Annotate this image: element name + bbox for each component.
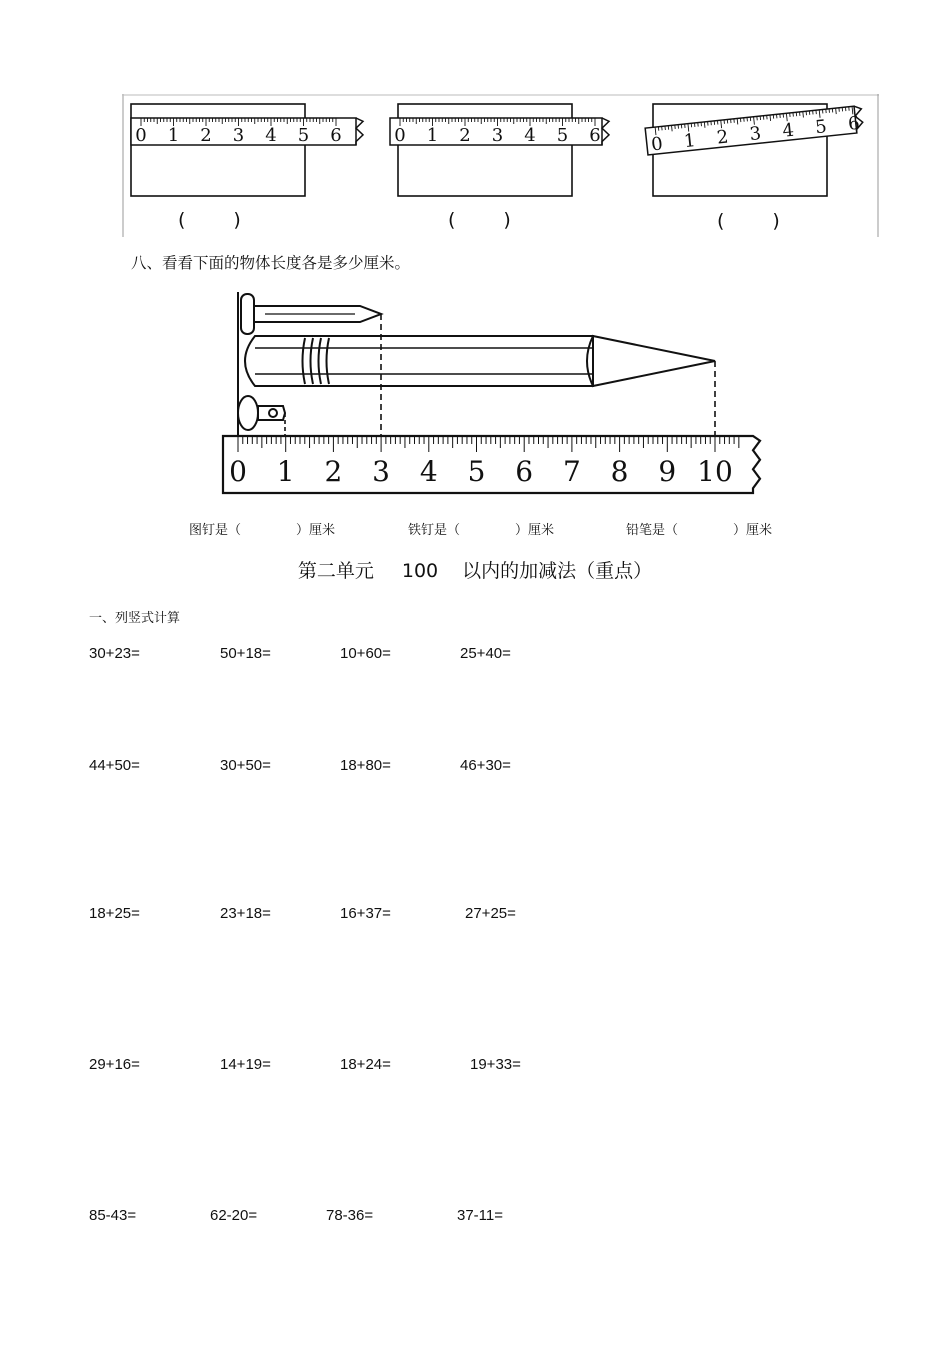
answer-blank-1[interactable] [178, 209, 241, 231]
ruler-number-10: 10 [697, 455, 733, 488]
ruler-number-6: 6 [847, 112, 861, 135]
question-8-title: 八、看看下面的物体长度各是多少厘米。 [131, 254, 411, 272]
answer-iron-nail[interactable] [408, 519, 554, 538]
ruler-number-3: 3 [372, 455, 391, 488]
ruler-number-0: 0 [394, 125, 406, 146]
ruler-number-2: 2 [459, 125, 471, 146]
problem: 78-36= [326, 1207, 374, 1224]
problem: 30+50= [220, 757, 271, 774]
ruler-number-2: 2 [715, 126, 730, 149]
ruler-number-9: 9 [658, 455, 677, 488]
ruler-number-4: 4 [265, 125, 277, 146]
ruler-2 [390, 118, 609, 146]
ruler-1 [131, 118, 363, 146]
ruler-number-5: 5 [467, 455, 486, 488]
ruler-number-1: 1 [167, 125, 180, 146]
ruler-number-3: 3 [491, 125, 504, 146]
ruler-number-3: 3 [232, 125, 245, 146]
open-paren: ( [717, 210, 725, 232]
unit-title-number: 100 [401, 560, 439, 582]
ruler-number-7: 7 [562, 455, 581, 488]
problem: 25+40= [460, 645, 511, 662]
ruler-number-0: 0 [229, 455, 247, 488]
ruler-figure-2 [390, 104, 609, 196]
ruler-number-0: 0 [650, 133, 664, 156]
pencil-label: 铅笔是（ [626, 523, 679, 538]
answer-pencil[interactable] [626, 519, 772, 538]
problem: 37-11= [457, 1207, 504, 1224]
ruler-number-0: 0 [135, 125, 147, 146]
answer-thumbtack[interactable] [189, 519, 335, 538]
iron-nail-image [241, 294, 381, 334]
ruler-number-8: 8 [610, 455, 629, 488]
answer-blank-3[interactable] [717, 210, 780, 232]
ruler-number-6: 6 [589, 125, 601, 146]
problem: 18+24= [340, 1056, 391, 1073]
ruler-number-4: 4 [781, 119, 796, 142]
problem: 62-20= [210, 1207, 258, 1224]
unit-cm: ）厘米 [515, 523, 555, 538]
ruler-number-5: 5 [297, 125, 310, 146]
ruler-number-3: 3 [748, 123, 763, 146]
problem: 44+50= [89, 757, 140, 774]
ruler-number-5: 5 [556, 125, 569, 146]
ruler-number-1: 1 [276, 455, 295, 488]
ruler-number-1: 1 [682, 129, 697, 153]
open-paren: ( [178, 209, 186, 231]
ruler-number-4: 4 [524, 125, 536, 146]
thumbtack-label: 图钉是（ [189, 523, 242, 538]
ruler-number-6: 6 [330, 125, 342, 146]
close-paren: ) [503, 209, 511, 231]
close-paren: ) [772, 210, 780, 232]
iron-nail-label: 铁钉是（ [408, 523, 461, 538]
problem: 18+80= [340, 757, 391, 774]
problem: 85-43= [89, 1207, 137, 1224]
centimeter-ruler [223, 436, 760, 493]
ruler-number-2: 2 [324, 455, 343, 488]
ruler-figure-1 [131, 104, 363, 196]
unit-title [0, 556, 950, 583]
ruler-number-1: 1 [426, 125, 439, 146]
unit-title-part2: 以内的加减法（重点） [462, 560, 653, 582]
measurement-figure [215, 286, 765, 502]
section-1-title: 一、列竖式计算 [89, 611, 181, 626]
problem: 46+30= [460, 757, 511, 774]
problem: 10+60= [340, 645, 391, 662]
ruler-number-5: 5 [814, 116, 828, 139]
problem: 19+33= [470, 1056, 521, 1073]
problem: 30+23= [89, 645, 140, 662]
problem: 27+25= [465, 905, 516, 922]
ruler-number-4: 4 [419, 455, 438, 488]
ruler-number-6: 6 [515, 455, 534, 488]
answer-blank-2[interactable] [448, 209, 511, 231]
ruler-3 [645, 105, 864, 156]
problem: 16+37= [340, 905, 391, 922]
problem: 18+25= [89, 905, 140, 922]
close-paren: ) [233, 209, 241, 231]
ruler-figure-3 [645, 104, 864, 196]
problem: 29+16= [89, 1056, 140, 1073]
unit-title-part1: 第二单元 [297, 560, 374, 582]
pencil-image [245, 336, 715, 386]
unit-cm: ）厘米 [296, 523, 336, 538]
open-paren: ( [448, 209, 456, 231]
problem: 23+18= [220, 905, 271, 922]
unit-cm: ）厘米 [733, 523, 773, 538]
thumbtack-image [238, 396, 285, 430]
problem: 50+18= [220, 645, 271, 662]
problem: 14+19= [220, 1056, 271, 1073]
ruler-number-2: 2 [200, 125, 212, 146]
